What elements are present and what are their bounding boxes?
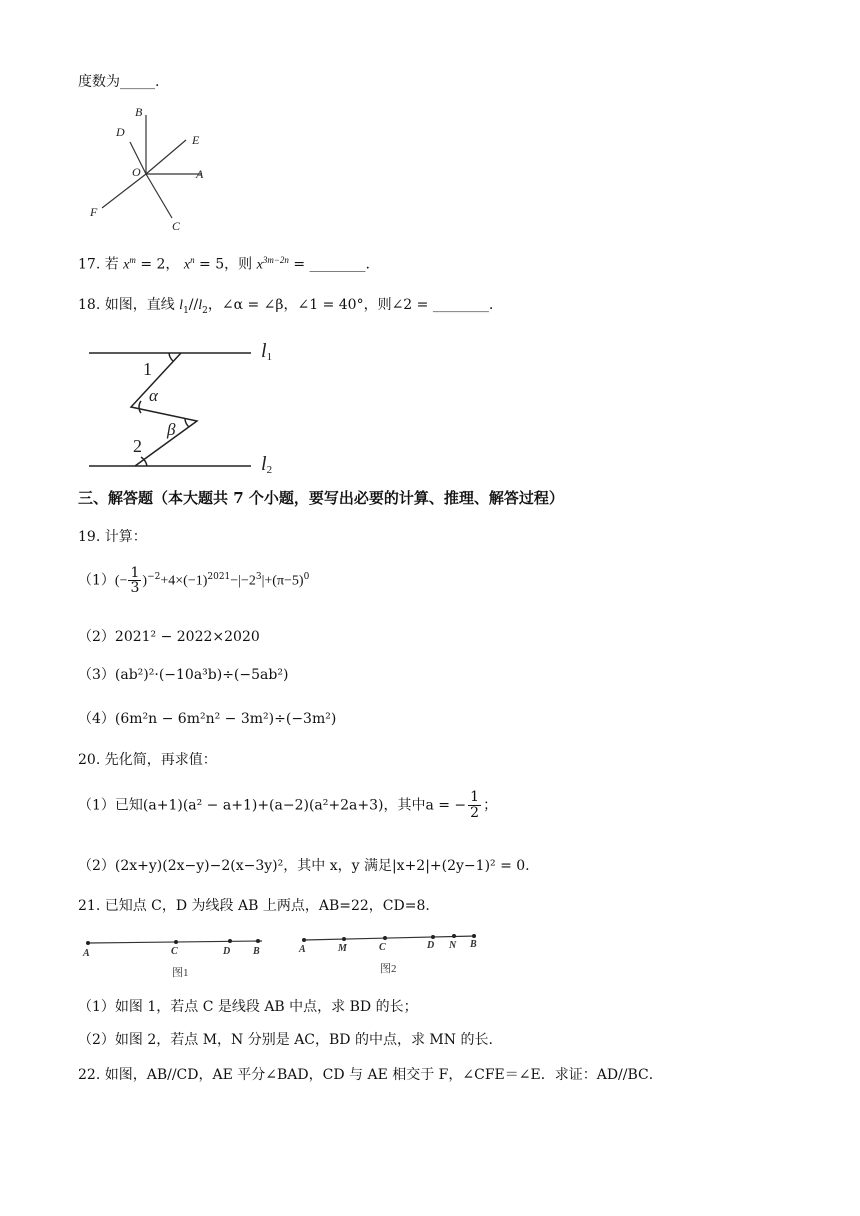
fig1-label-c: C bbox=[171, 946, 178, 957]
fig18-label-beta: β bbox=[167, 420, 176, 439]
fig18-label-1: 1 bbox=[143, 359, 152, 379]
fig1-label-d: D bbox=[223, 946, 231, 957]
fig16-label-f: F bbox=[90, 205, 98, 219]
question-17: 17. 若 $x^m = 2$， $x^n = 5$，则 $x^{3m-2n}$ = ________. bbox=[78, 255, 370, 273]
fig16-label-c: C bbox=[172, 219, 181, 233]
fig2-label-m: M bbox=[338, 943, 347, 954]
q20-title: 20. 先化简，再求值： bbox=[78, 752, 217, 768]
fig18-label-alpha: α bbox=[149, 386, 158, 405]
q19-title: 19. 计算： bbox=[78, 529, 147, 545]
fig16-label-a: A bbox=[196, 167, 204, 181]
fig1-label-a: A bbox=[83, 948, 90, 959]
q19-part-2: （2）2021² − 2022×2020 bbox=[78, 629, 260, 645]
q21-figure-2 bbox=[296, 930, 496, 980]
fig18-label-l1: l1 bbox=[261, 340, 273, 363]
q16-tail: 度数为_____. bbox=[78, 74, 160, 90]
fig1-caption: 图1 bbox=[172, 967, 189, 979]
fig2-label-n: N bbox=[449, 940, 457, 951]
fig2-label-a: A bbox=[299, 944, 306, 955]
question-22: 22. 如图，AB//CD，AE 平分∠BAD，CD 与 AE 相交于 F，∠CFE＝∠E．求证：AD//BC． bbox=[78, 1067, 663, 1083]
q20-part-2: （2）(2x+y)(2x−y)−2(x−3y)²，其中 x，y 满足|x+2|+(2y−1)² = 0. bbox=[78, 858, 530, 874]
q21-title: 21. 已知点 C，D 为线段 AB 上两点，AB=22，CD=8. bbox=[78, 898, 430, 914]
fig16-label-b: B bbox=[135, 105, 143, 119]
fig18-label-l2: l2 bbox=[261, 453, 273, 476]
fig2-label-d: D bbox=[427, 940, 435, 951]
fig2-label-b: B bbox=[470, 939, 477, 950]
fig1-label-b: B bbox=[253, 946, 260, 957]
q19-part-1: （1）(− $\frac{1}{3}$ )$^{-2}+4\times(-1)^{2021}-|-2^3|+(\pi-5)^0$ bbox=[78, 565, 310, 596]
fig18-label-2: 2 bbox=[133, 436, 142, 456]
fig2-label-c: C bbox=[379, 942, 386, 953]
fig16-angle-diagram bbox=[80, 100, 220, 233]
fig18-parallel-lines-diagram bbox=[85, 335, 305, 475]
fig16-label-d: D bbox=[116, 125, 125, 139]
q21-figure-1 bbox=[80, 932, 280, 982]
q21-part-2: （2）如图 2，若点 M，N 分别是 AC，BD 的中点，求 MN 的长. bbox=[78, 1032, 493, 1048]
fig16-label-e: E bbox=[192, 133, 200, 147]
q19-part-4: （4）(6m²n − 6m²n² − 3m²)÷(−3m²) bbox=[78, 711, 337, 727]
question-18: 18. 如图，直线 $l_1//l_2$，∠α = ∠β，∠1 = 40°，则∠2 = ________. bbox=[78, 297, 494, 316]
fig2-caption: 图2 bbox=[380, 963, 397, 975]
q20-part-1: （1）已知(a+1)(a² − a+1)+(a−2)(a²+2a+3)，其中a = − $\frac{1}{2}$ ； bbox=[78, 789, 498, 821]
section-3-heading: 三、解答题（本大题共 7 个小题，要写出必要的计算、推理、解答过程） bbox=[78, 489, 564, 507]
fig16-label-o: O bbox=[132, 165, 141, 179]
q21-part-1: （1）如图 1，若点 C 是线段 AB 中点，求 BD 的长； bbox=[78, 999, 418, 1015]
q19-part-3: （3）(ab²)²·(−10a³b)÷(−5ab²) bbox=[78, 667, 289, 683]
